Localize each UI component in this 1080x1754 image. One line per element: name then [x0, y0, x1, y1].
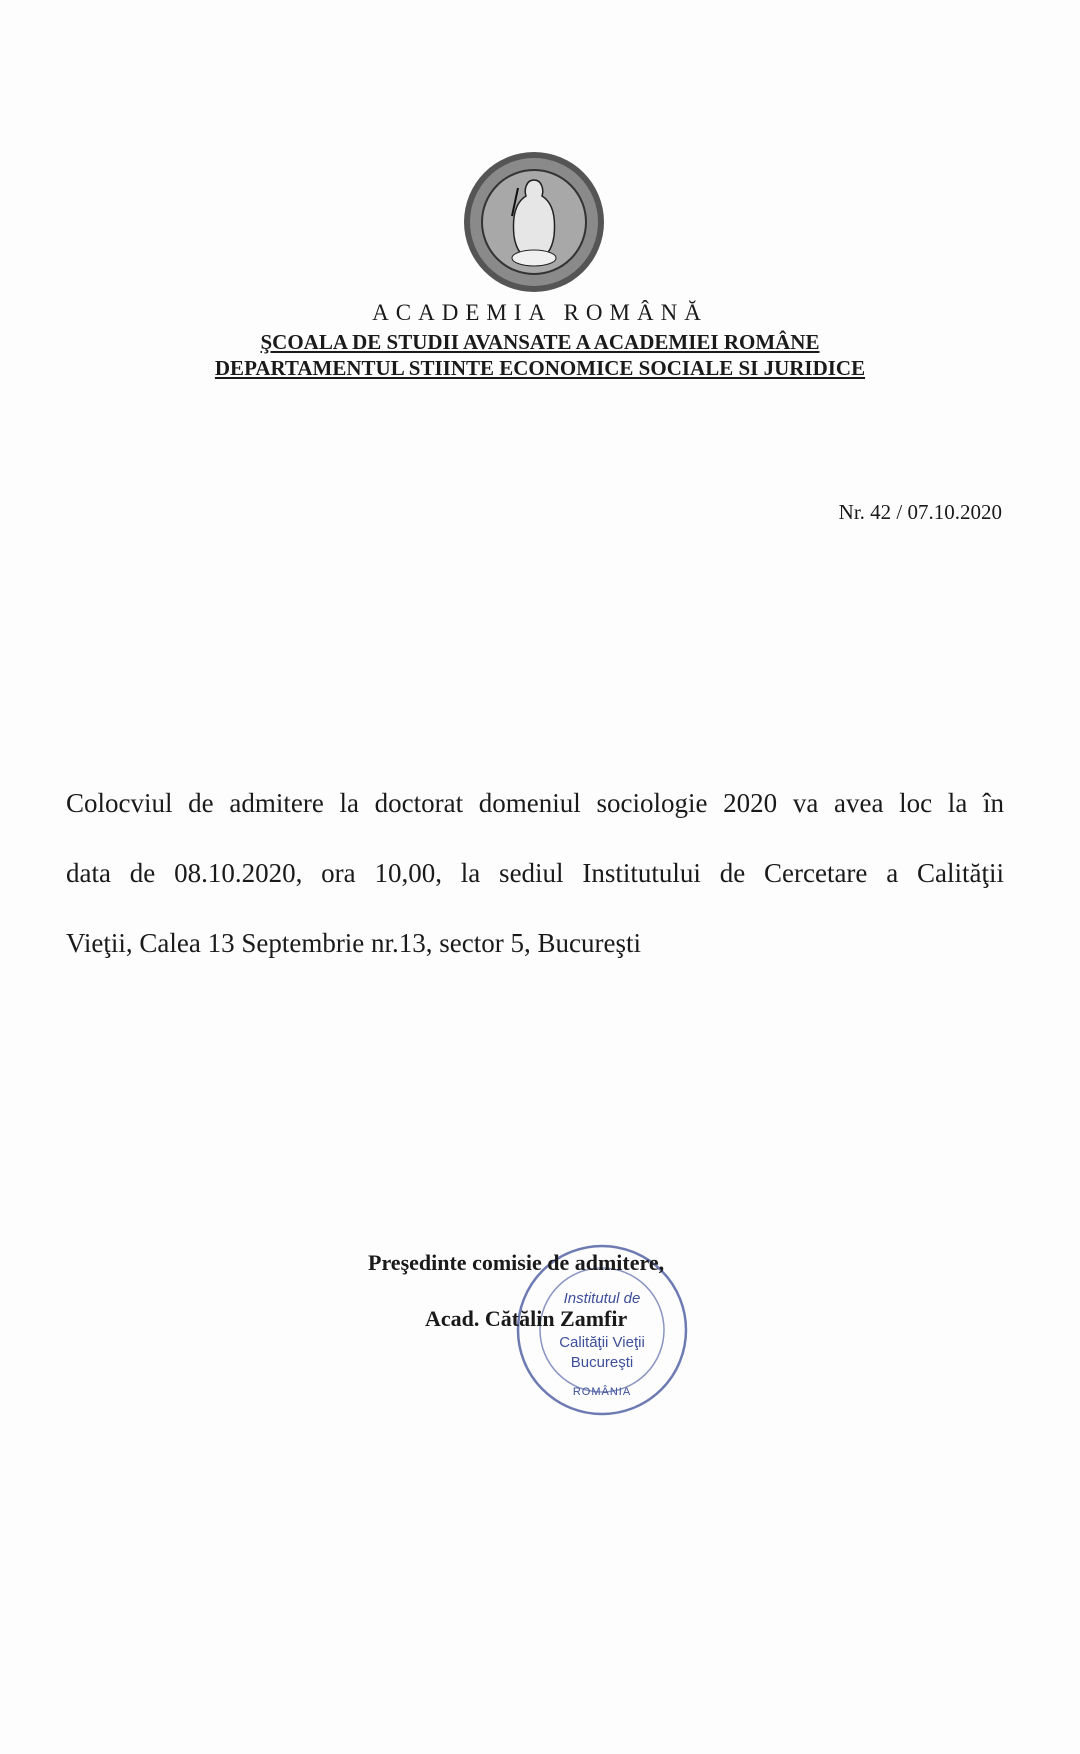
- school-name: ŞCOALA DE STUDII AVANSATE A ACADEMIEI ROMÂNE: [260, 330, 820, 354]
- department-name: DEPARTAMENTUL STIINTE ECONOMICE SOCIALE SI JURIDICE: [214, 356, 866, 380]
- institution-name: ACADEMIA ROMÂNĂ: [372, 300, 708, 325]
- stamp-line-2: Calităţii Vieţii: [559, 1334, 645, 1351]
- stamp-line-3: Bucureşti: [570, 1354, 634, 1371]
- body-line-3: Vieţii, Calea 13 Septembrie nr.13, sector 5, Bucureşti: [66, 928, 641, 958]
- signature-name: Acad. Cătălin Zamfir: [425, 1306, 628, 1331]
- signature-title: Preşedinte comisie de admitere,: [368, 1250, 665, 1275]
- body-line-1: Colocviul de admitere la doctorat domeniul sociologie 2020 va avea loc la în: [66, 788, 1004, 818]
- academy-emblem-icon: [462, 150, 606, 294]
- body-line-2: data de 08.10.2020, ora 10,00, la sediul Institutului de Cercetare a Calităţii: [66, 858, 1004, 888]
- stamp-line-4: ROMÂNIA: [572, 1386, 632, 1398]
- stamp-line-1: Institutul de: [563, 1290, 641, 1307]
- document-number: Nr. 42 / 07.10.2020: [838, 500, 1002, 524]
